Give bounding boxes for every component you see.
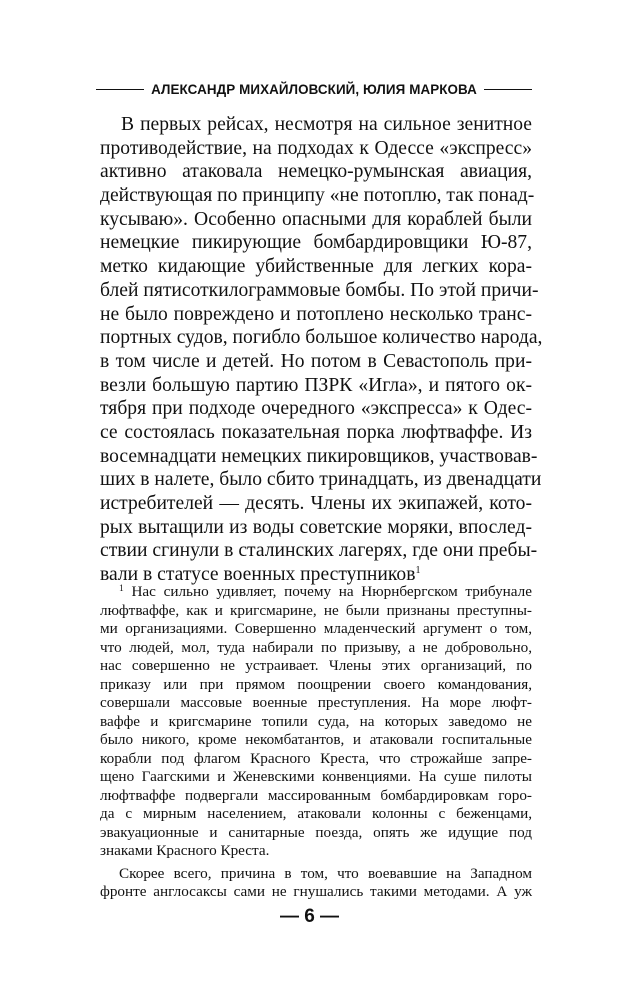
running-header (96, 76, 532, 102)
footnote-line: совершали массовые военные преступления. На море люфт- (100, 694, 532, 711)
body-line: не было повреждено и потоплено несколько транс- (100, 303, 532, 325)
footnote-line: что людей, мол, туда набирали по призыву, а не добровольно, (100, 638, 532, 656)
footnote-line: приказу или при прямом поощрении своего командования, (100, 675, 532, 693)
page-number: — 6 — (279, 906, 340, 927)
body-line: ствии сгинули в сталинских лагерях, где они пребы- (100, 540, 538, 562)
body-line: истребителей — десять. Члены их экипажей, кото- (100, 493, 532, 514)
body-line: рых вытащили из воды советские моряки, впослед- (100, 516, 532, 538)
footnote-line: ваффе и кригсмарине топили суда, на которых заведомо не (100, 712, 532, 730)
header-rule-right (484, 89, 532, 90)
footnote-line: люфтваффе, как и кригсмарине, не были признаны преступны- (100, 601, 532, 619)
footnote-reference[interactable]: 1 (415, 565, 421, 577)
footnote-last-line: знаками Красного Креста. (100, 842, 270, 859)
footnote-line: щено Гаагскими и Женевскими конвенциями. На суше пилоты (100, 768, 532, 785)
body-line: везли большую партию ПЗРК «Игла», и пятого ок- (100, 374, 532, 396)
body-line: восемнадцати немецких пикировщиков, участвовав- (100, 445, 538, 467)
footnote-marker: 1 (119, 584, 124, 594)
footnote-first-line-text: Нас сильно удивляет, почему на Нюрнбергском трибунале (131, 583, 532, 600)
footnote-line: да с мирным населением, атаковали колонны с беженцами, (100, 805, 532, 822)
footnote-line: корабли под флагом Красного Креста, что строжайше запре- (100, 749, 532, 767)
footnote (100, 583, 532, 902)
body-line: блей пятисоткилограммовые бомбы. По этой причи- (100, 279, 539, 301)
body-line: активно атаковала немецко-румынская авиация, (100, 161, 532, 183)
footnote-line: было никого, кроме некомбатантов, и атаковали госпитальные (100, 731, 532, 748)
body-line: метко кидающие убийственные для легких кора- (100, 256, 532, 278)
footnote-line: эвакуационные и санитарные поезда, опять же идущие под (100, 823, 532, 841)
body-last-line-text: вали в статусе военных преступников (100, 564, 416, 586)
body-line: действующая по принципу «не потоплю, так понад- (100, 185, 535, 207)
body-line: се состоялась показательная порка люфтваффе. Из (100, 421, 532, 443)
body-line: противодействие, на подходах к Одессе «экспресс» (100, 137, 532, 159)
footnote-para2-line: фронте англосаксы сами не гнушались такими методами. А уж (100, 883, 532, 900)
main-paragraph (100, 113, 543, 587)
footnote-line: нас совершенно не устраивает. Члены этих организаций, по (100, 657, 532, 674)
footnote-para2-line: Скорее всего, причина в том, что воевавшие на Западном (119, 864, 532, 882)
footnote-line: люфтваффе подвергали массированным бомбардировкам горо- (100, 786, 532, 804)
body-line: тября при подходе очередного «экспресса» к Одес- (100, 398, 532, 420)
footnote-line: ми организациями. Совершенно младенческий аргумент о том, (100, 620, 532, 637)
body-line: немецкие пикирующие бомбардировщики Ю-87, (100, 232, 532, 254)
body-line: в том числе и детей. Но потом в Севастополь при- (100, 350, 532, 372)
body-line: портных судов, погибло большое количество народа, (100, 327, 543, 349)
footnote-first-line (100, 583, 532, 602)
header-rule-left (96, 89, 144, 90)
body-line: В первых рейсах, несмотря на сильное зенитное (121, 114, 532, 135)
body-line: ших в налете, было сбито тринадцать, из двенадцати (100, 469, 542, 491)
body-line: кусываю». Особенно опасными для кораблей были (100, 208, 532, 230)
running-title: АЛЕКСАНДР МИХАЙЛОВСКИЙ, ЮЛИЯ МАРКОВА (151, 81, 477, 97)
